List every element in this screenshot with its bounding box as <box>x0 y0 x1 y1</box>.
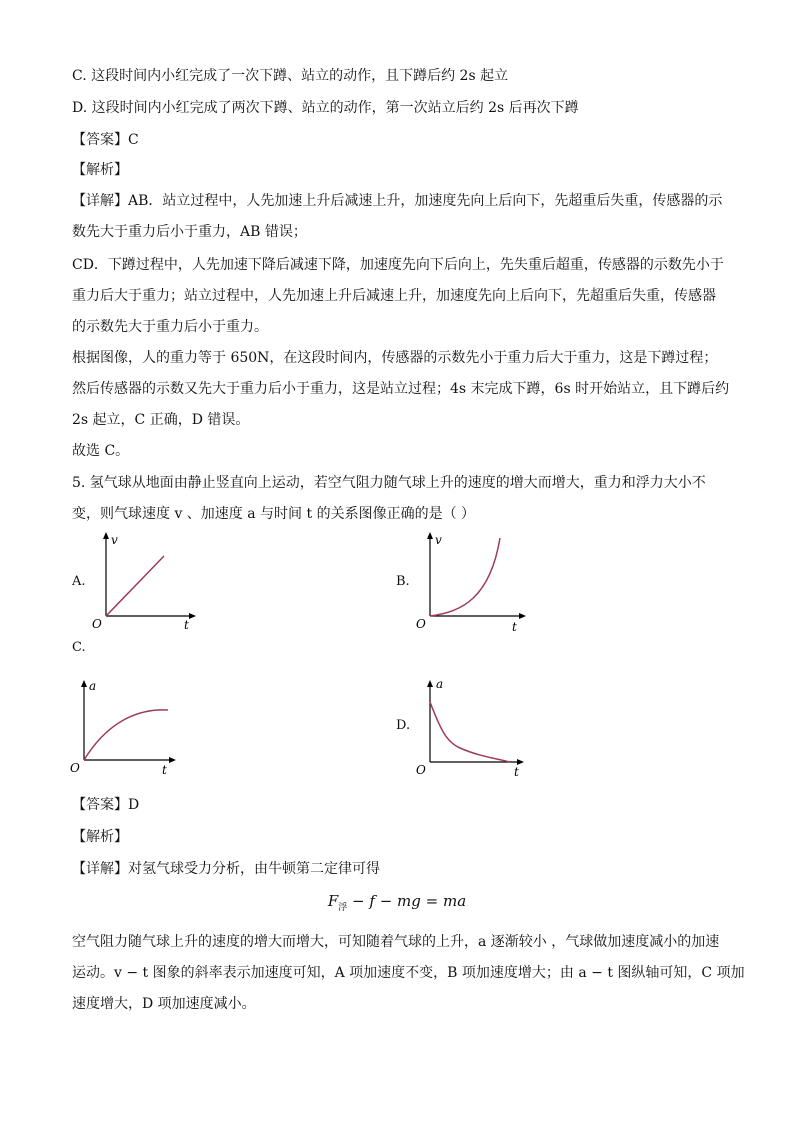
detail-line-5: 的示数先大于重力后小于重力。 <box>72 319 268 335</box>
answer-label-2: 【答案】D <box>72 797 140 813</box>
option-d-label: D. <box>396 718 411 733</box>
conclusion-line: 故选 C。 <box>72 443 130 459</box>
detail-line-3: CD．下蹲过程中，人先加速下降后减速下降，加速度先向下后向上，先失重后超重，传感器的示数先小于 <box>72 257 724 273</box>
question-5-line-1: 5. 氢气球从地面由静止竖直向上运动，若空气阻力随气球上升的速度的增大而增大，重力和浮力大小不 <box>72 475 706 491</box>
graph-b <box>412 530 532 634</box>
answer-label-1: 【答案】C <box>72 132 139 148</box>
graph-a-ylabel: v <box>111 533 118 547</box>
detail-line-1: 【详解】AB．站立过程中，人先加速上升后减速上升，加速度先向上后向下，先超重后失重，传感器的示 <box>72 193 723 209</box>
analysis-label-2: 【解析】 <box>72 829 128 845</box>
graph-a-curve <box>106 556 164 616</box>
tail-line-3: 速度增大，D 项加速度减小。 <box>72 996 256 1012</box>
graph-d-origin: O <box>416 763 426 777</box>
graph-c-xlabel: t <box>162 763 167 777</box>
option-c-text: C. 这段时间内小红完成了一次下蹲、站立的动作，且下蹲后约 2s 起立 <box>72 68 509 84</box>
graph-a-origin: O <box>92 617 102 630</box>
option-c-label: C. <box>72 640 86 655</box>
detail-2-line: 【详解】对氢气球受力分析，由牛顿第二定律可得 <box>72 861 380 877</box>
graph-b-ylabel: v <box>435 533 442 547</box>
graph-d-ylabel: a <box>436 677 444 691</box>
tail-line-1: 空气阻力随气球上升的速度的增大而增大，可知随着气球的上升，a 逐渐较小 ，气球做加速度减小的加速 <box>72 934 720 950</box>
formula-rest: − f − mg = ma <box>347 892 467 910</box>
graph-b-curve <box>430 538 500 616</box>
graph-d-xlabel: t <box>514 765 519 779</box>
detail-line-2: 数先大于重力后小于重力，AB 错误； <box>72 224 307 240</box>
graph-c-curve <box>84 710 168 760</box>
option-d-text: D. 这段时间内小红完成了两次下蹲、站立的动作，第一次站立后约 2s 后再次下蹲 <box>72 100 579 116</box>
formula-sub: 浮 <box>338 903 348 913</box>
detail-line-7: 然后传感器的示数又先大于重力后小于重力，这是站立过程；4s 末完成下蹲，6s 时开始站立，且下蹲后约 <box>72 381 730 397</box>
detail-line-6: 根据图像，人的重力等于 650N，在这段时间内，传感器的示数先小于重力后大于重力，这是下蹲过程； <box>72 350 718 366</box>
formula-f: F <box>327 892 339 910</box>
graph-a <box>88 530 198 630</box>
graph-a-xlabel: t <box>184 618 189 630</box>
analysis-label-1: 【解析】 <box>72 162 128 178</box>
graph-c-origin: O <box>70 761 80 775</box>
graph-d <box>412 676 532 780</box>
question-5-line-2: 变，则气球速度 v 、加速度 a 与时间 t 的关系图像正确的是（ ） <box>72 506 476 522</box>
option-b-label: B. <box>396 574 410 589</box>
graph-c <box>66 674 186 778</box>
newton-formula <box>0 892 794 913</box>
graph-c-ylabel: a <box>89 679 97 693</box>
detail-line-8: 2s 起立，C 正确，D 错误。 <box>72 412 250 428</box>
graph-b-xlabel: t <box>512 620 517 634</box>
graph-d-curve <box>430 702 510 762</box>
option-a-label: A. <box>72 574 86 589</box>
tail-line-2: 运动。v − t 图象的斜率表示加速度可知，A 项加速度不变，B 项加速度增大；由 a − t 图纵轴可知，C 项加 <box>72 965 745 981</box>
detail-line-4: 重力后大于重力；站立过程中，人先加速上升后减速上升，加速度先向上后向下，先超重后失重，传感器 <box>72 288 716 304</box>
graph-b-origin: O <box>416 617 426 631</box>
